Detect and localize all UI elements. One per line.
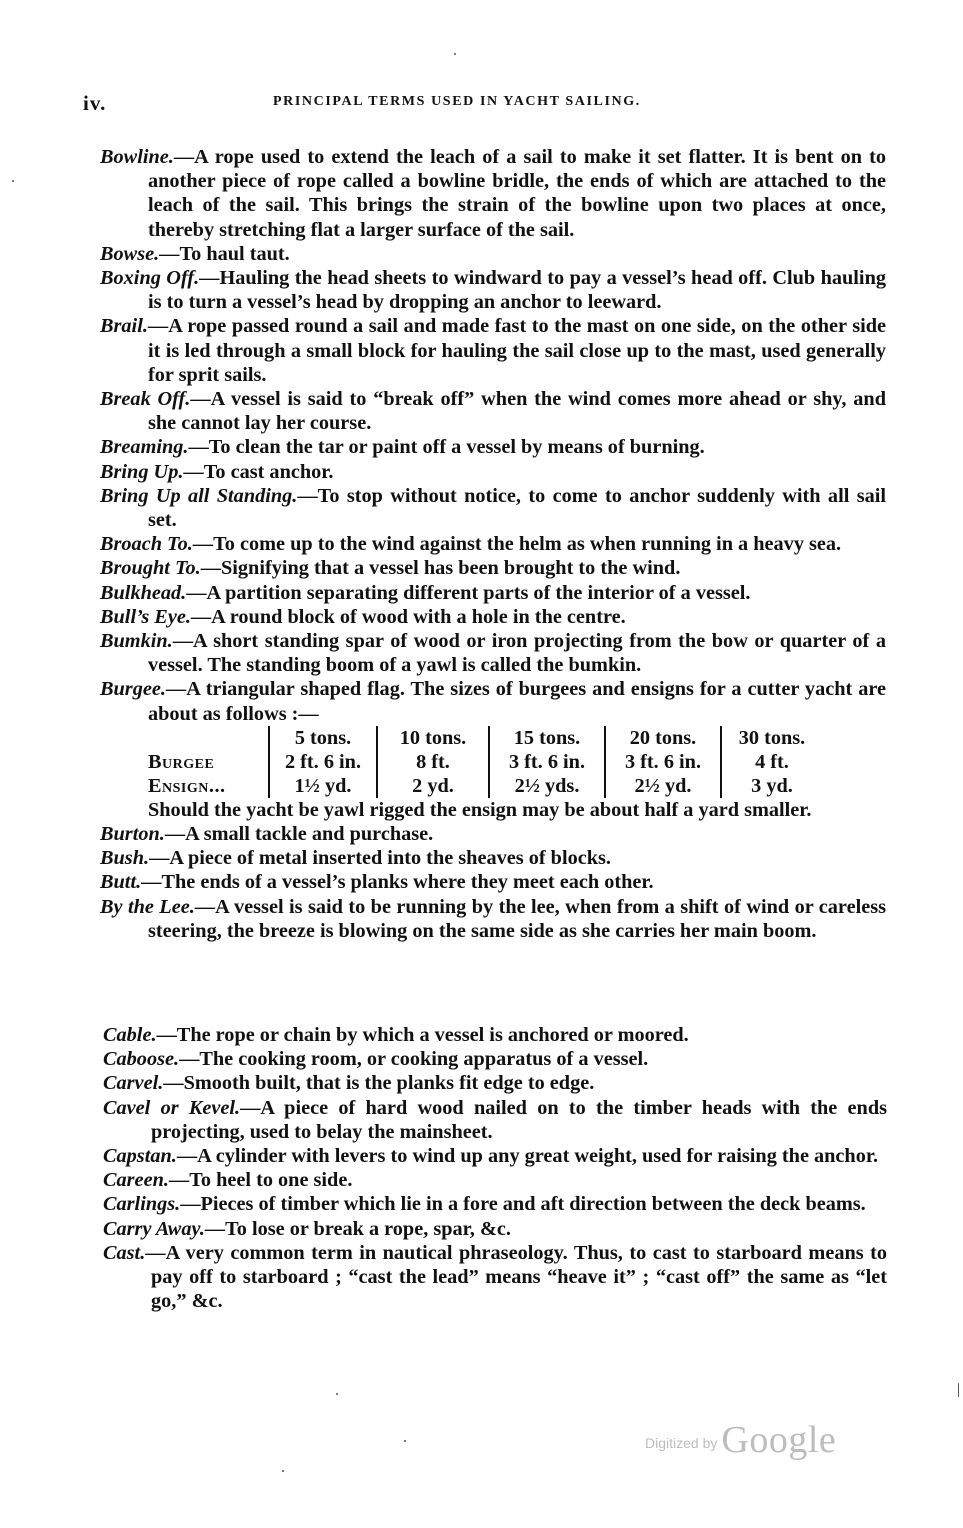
table-cell: 2 yd. [377, 774, 489, 798]
entry-term: Brail. [100, 315, 148, 338]
table-cell: 8 ft. [377, 750, 489, 774]
glossary-entry [103, 1096, 887, 1144]
scan-speck [12, 180, 14, 182]
page-number: iv. [83, 91, 107, 115]
glossary-entry [103, 1168, 887, 1192]
table-header-row [148, 726, 822, 750]
entry-definition: —The ends of a vessel’s planks where they meet each other. [141, 871, 654, 894]
glossary-entry [103, 1217, 887, 1241]
entry-term: By the Lee. [100, 895, 195, 918]
entry-definition: —A short standing spar of wood or iron projecting from the bow or quarter of a vessel. The standing boom of a yawl is called the bumkin. [148, 630, 886, 677]
google-logo: Google [721, 1419, 837, 1461]
row-label: Burgee [148, 750, 215, 773]
entry-term: Boxing Off. [100, 267, 200, 290]
entry-definition: —A round block of wood with a hole in the centre. [190, 605, 626, 628]
entry-definition: —Hauling the head sheets to windward to pay a vessel’s head off. Club hauling is to turn a vessel’s head by dropping an anchor to leeward. [148, 267, 886, 314]
entry-definition: —To clean the tar or paint off a vessel by means of burning. [188, 436, 705, 459]
entry-definition: —The rope or chain by which a vessel is anchored or moored. [156, 1024, 689, 1046]
entry-term: Bowse. [100, 242, 160, 265]
glossary-entry [100, 556, 886, 580]
entry-definition: —The cooking room, or cooking apparatus of a vessel. [179, 1048, 649, 1071]
entry-term: Break Off. [100, 388, 191, 411]
glossary-entry [100, 532, 886, 556]
running-head [83, 91, 883, 115]
entry-definition: —A small tackle and purchase. [164, 823, 434, 846]
table-note: Should the yacht be yawl rigged the ensign may be about half a yard smaller. [148, 798, 812, 821]
entry-term: Cast. [103, 1241, 146, 1264]
entry-term: Caboose. [103, 1048, 180, 1071]
column-header: 15 tons. [489, 726, 605, 750]
entry-definition: —To heel to one side. [168, 1169, 353, 1192]
glossary-entry [103, 1023, 887, 1047]
glossary-entry [100, 822, 886, 846]
entry-term: Bowline. [100, 146, 174, 168]
table-cell: 3 yd. [721, 774, 822, 798]
column-header: 10 tons. [377, 726, 489, 750]
glossary-entry [100, 435, 886, 459]
entry-definition: —To haul taut. [159, 242, 290, 265]
entry-term: Carlings. [103, 1193, 181, 1216]
row-label: Ensign... [148, 774, 226, 797]
glossary-entry [103, 1071, 887, 1095]
entry-term: Bulkhead. [100, 581, 187, 604]
column-header: 5 tons. [269, 726, 377, 750]
table-row [148, 774, 822, 798]
glossary-section-b [100, 145, 886, 943]
entry-definition: —To lose or break a rope, spar, &c. [204, 1217, 511, 1240]
entry-term: Bull’s Eye. [100, 605, 191, 628]
glossary-entry [100, 581, 886, 605]
table-cell: 2½ yds. [489, 774, 605, 798]
entry-term: Butt. [100, 871, 142, 894]
table-cell: 3 ft. 6 in. [489, 750, 605, 774]
entry-term: Cavel or Kevel. [103, 1096, 241, 1119]
scan-speck [336, 1393, 338, 1395]
glossary-entry [103, 1144, 887, 1168]
entry-term: Careen. [103, 1169, 169, 1192]
entry-definition: —Pieces of timber which lie in a fore and aft direction between the deck beams. [180, 1193, 866, 1216]
glossary-entry [100, 677, 886, 725]
entry-definition: —To cast anchor. [183, 460, 334, 483]
entry-term: Brought To. [100, 557, 201, 580]
table-row [148, 750, 822, 774]
entry-term: Burgee. [100, 678, 166, 701]
scan-speck [404, 1440, 406, 1442]
entry-definition: —A piece of hard wood nailed on to the timber heads with the ends projecting, used to belay the mainsheet. [151, 1096, 887, 1143]
entry-definition: —A piece of metal inserted into the sheaves of blocks. [149, 847, 611, 870]
scan-speck [282, 1470, 284, 1472]
entry-term: Breaming. [100, 436, 189, 459]
glossary-entry [103, 1241, 887, 1314]
entry-term: Bring Up. [100, 460, 184, 483]
entry-term: Bush. [100, 847, 150, 870]
glossary-entry [100, 846, 886, 870]
entry-definition: —A partition separating different parts of the interior of a vessel. [186, 581, 751, 604]
entry-term: Cable. [103, 1024, 157, 1046]
entry-definition: —A very common term in nautical phraseology. Thus, to cast to starboard means to pay off to starboard ; “cast the lead” means “heave it” ; “cast off” the same as “let go,” &c. [145, 1241, 887, 1313]
entry-definition: —A rope passed round a sail and made fast to the mast on one side, on the other side it is led through a small block for hauling the sail close up to the mast, used generally for sprit sails. [147, 315, 886, 386]
entry-term: Burton. [100, 823, 165, 846]
glossary-entry [100, 242, 886, 266]
digitized-watermark [645, 1418, 836, 1462]
glossary-entry [100, 605, 886, 629]
entry-term: Capstan. [103, 1145, 177, 1168]
glossary-entry [100, 629, 886, 677]
glossary-entry [103, 1047, 887, 1071]
column-header: 20 tons. [605, 726, 721, 750]
glossary-section-c [103, 1023, 887, 1313]
entry-definition: —A vessel is said to be running by the lee, when from a shift of wind or careless steering, the breeze is blowing on the same side as she carries her main boom. [148, 895, 886, 942]
entry-term: Carvel. [103, 1072, 164, 1095]
entry-definition: —To come up to the wind against the helm as when running in a heavy sea. [192, 533, 842, 556]
entry-definition: —A triangular shaped flag. The sizes of burgees and ensigns for a cutter yacht are about as follows :— [148, 678, 886, 725]
glossary-entry [100, 870, 886, 894]
entry-definition: —Signifying that a vessel has been brought to the wind. [200, 557, 681, 580]
glossary-entry [100, 484, 886, 532]
table-cell: 3 ft. 6 in. [605, 750, 721, 774]
glossary-entry [100, 387, 886, 435]
glossary-entry [100, 314, 886, 387]
entry-definition: —A cylinder with levers to wind up any great weight, used for raising the anchor. [176, 1145, 879, 1168]
table-cell: 2½ yd. [605, 774, 721, 798]
scan-speck [454, 53, 456, 55]
column-header: 30 tons. [721, 726, 822, 750]
burgee-ensign-size-table [148, 726, 822, 798]
table-cell: 1½ yd. [269, 774, 377, 798]
watermark-prefix: Digitized by [645, 1435, 718, 1451]
entry-term: Bring Up all Standing. [100, 484, 298, 507]
entry-definition: —A vessel is said to “break off” when the wind comes more ahead or shy, and she cannot lay her course. [148, 388, 886, 435]
entry-definition: —To stop without notice, to come to anchor suddenly with all sail set. [148, 484, 887, 532]
page-title: PRINCIPAL TERMS USED IN YACHT SAILING. [273, 94, 641, 109]
glossary-entry [103, 1192, 887, 1216]
entry-term: Broach To. [100, 533, 193, 556]
entry-term: Bumkin. [100, 630, 173, 653]
glossary-entry [100, 266, 886, 314]
glossary-entry [100, 895, 886, 943]
entry-term: Carry Away. [103, 1217, 205, 1240]
table-cell: 4 ft. [721, 750, 822, 774]
entry-definition: —A rope used to extend the leach of a sail to make it set flatter. It is bent on to another piece of rope called a bowline bridle, the ends of which are attached to the leach of the sail. This brings the strain of the bowline upon two places at once, thereby stretching flat a larger surface of the sail. [148, 146, 886, 241]
glossary-entry [100, 145, 886, 242]
glossary-entry [100, 460, 886, 484]
entry-definition: —Smooth built, that is the planks fit edge to edge. [163, 1072, 595, 1095]
scan-speck [958, 1383, 959, 1397]
table-cell: 2 ft. 6 in. [269, 750, 377, 774]
